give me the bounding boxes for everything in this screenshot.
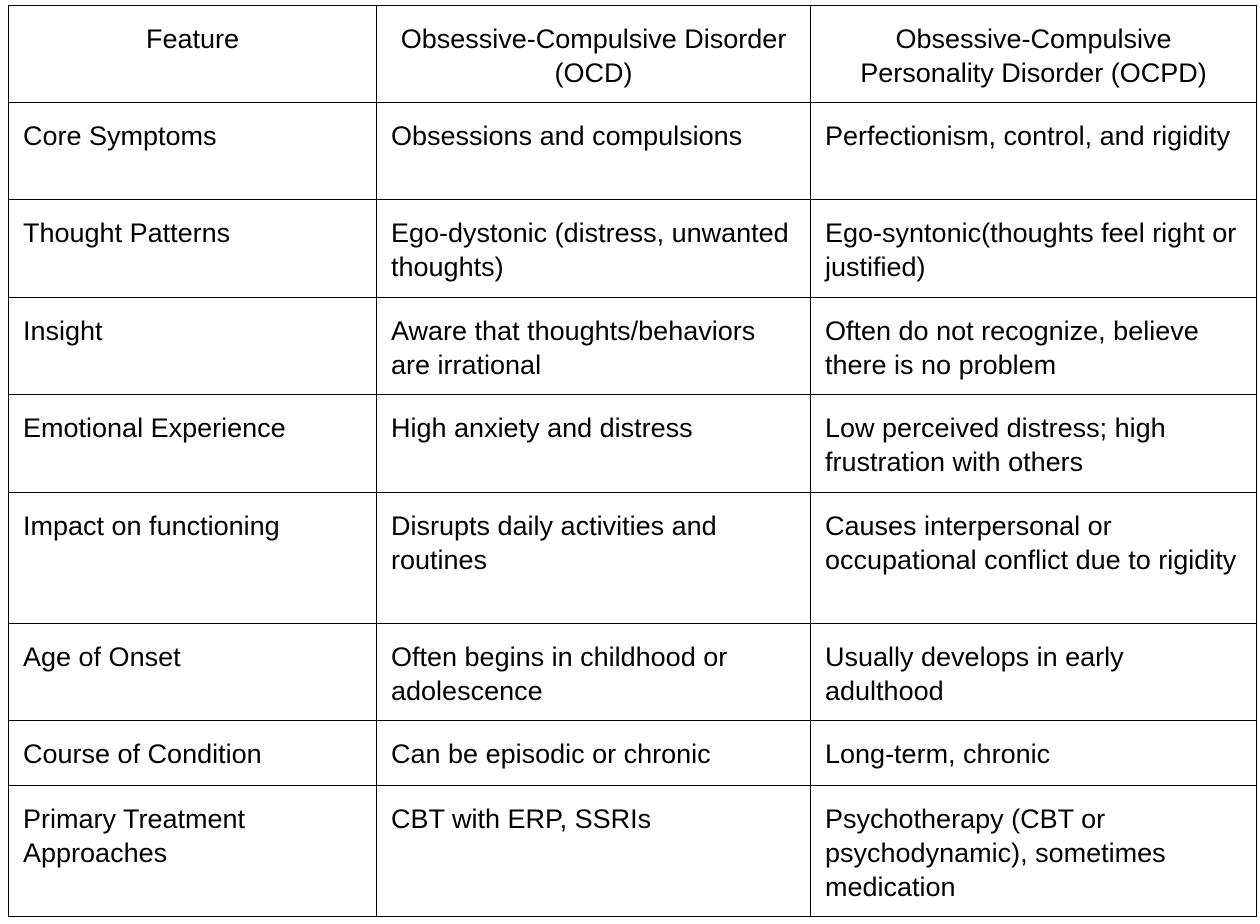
- feature-cell: Insight: [9, 298, 377, 395]
- ocd-cell: Disrupts daily activities and routines: [377, 493, 811, 624]
- ocpd-cell: Often do not recognize, believe there is no problem: [811, 298, 1257, 395]
- feature-cell: Emotional Experience: [9, 395, 377, 493]
- feature-cell: Age of Onset: [9, 624, 377, 721]
- ocpd-cell: Causes interpersonal or occupational conflict due to rigidity: [811, 493, 1257, 624]
- feature-cell: Impact on functioning: [9, 493, 377, 624]
- table-row: [9, 493, 1257, 624]
- feature-cell: Thought Patterns: [9, 200, 377, 298]
- ocpd-cell: Ego-syntonic(thoughts feel right or justified): [811, 200, 1257, 298]
- feature-cell: Primary Treatment Approaches: [9, 786, 377, 917]
- ocd-cell: Can be episodic or chronic: [377, 721, 811, 786]
- table-body: [9, 103, 1257, 917]
- ocpd-cell: Low perceived distress; high frustration with others: [811, 395, 1257, 493]
- table-row: [9, 624, 1257, 721]
- table-row: [9, 298, 1257, 395]
- feature-cell: Course of Condition: [9, 721, 377, 786]
- ocpd-cell: Long-term, chronic: [811, 721, 1257, 786]
- ocd-cell: Ego-dystonic (distress, unwanted thoughts): [377, 200, 811, 298]
- header-cell-ocd: Obsessive-Compulsive Disorder (OCD): [377, 6, 811, 103]
- header-cell-ocpd: Obsessive-Compulsive Personality Disorder (OCPD): [811, 6, 1257, 103]
- header-row: [9, 6, 1257, 103]
- table-row: [9, 786, 1257, 917]
- ocpd-cell: Psychotherapy (CBT or psychodynamic), sometimes medication: [811, 786, 1257, 917]
- ocpd-cell: Usually develops in early adulthood: [811, 624, 1257, 721]
- table-row: [9, 721, 1257, 786]
- ocd-cell: Often begins in childhood or adolescence: [377, 624, 811, 721]
- table-row: [9, 395, 1257, 493]
- ocd-cell: CBT with ERP, SSRIs: [377, 786, 811, 917]
- ocd-cell: Aware that thoughts/behaviors are irrational: [377, 298, 811, 395]
- table-header: [9, 6, 1257, 103]
- ocpd-cell: Perfectionism, control, and rigidity: [811, 103, 1257, 200]
- table-row: [9, 200, 1257, 298]
- header-cell-feature: Feature: [9, 6, 377, 103]
- table-row: [9, 103, 1257, 200]
- ocd-cell: High anxiety and distress: [377, 395, 811, 493]
- comparison-table: [8, 5, 1257, 917]
- feature-cell: Core Symptoms: [9, 103, 377, 200]
- ocd-cell: Obsessions and compulsions: [377, 103, 811, 200]
